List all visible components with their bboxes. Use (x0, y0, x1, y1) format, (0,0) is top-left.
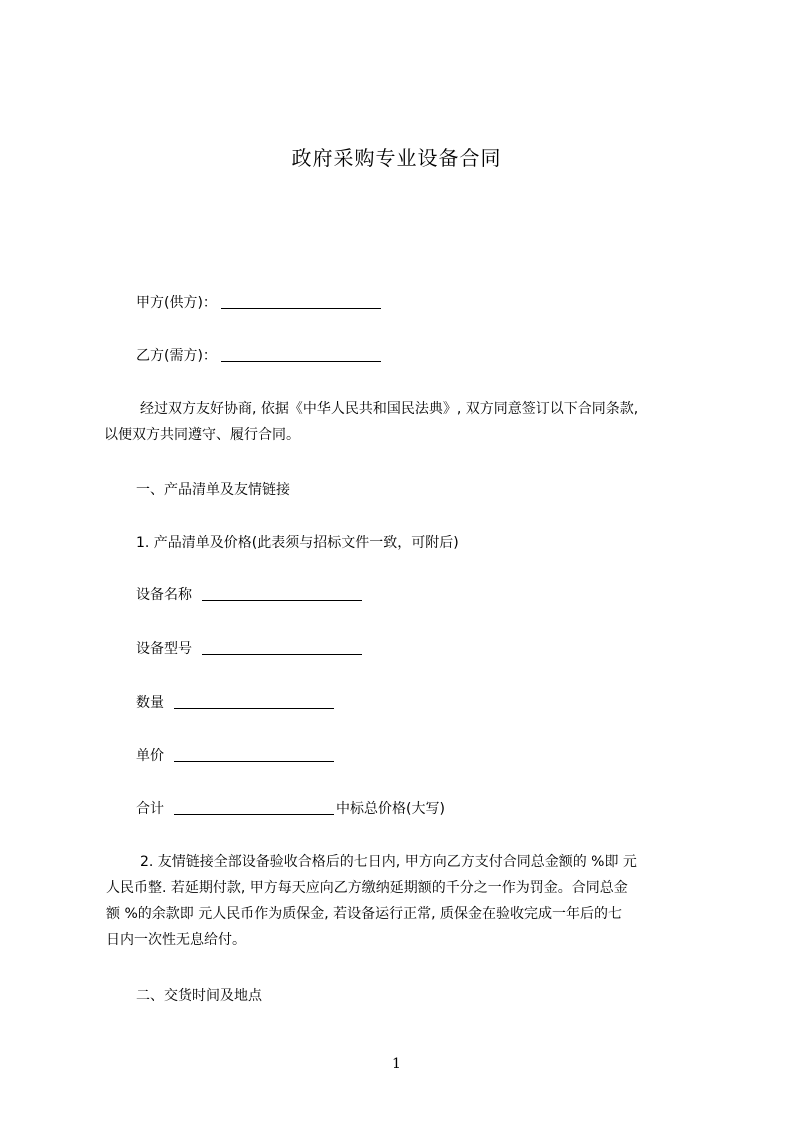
device-model-blank (202, 640, 362, 655)
total-suffix: 中标总价格(大写) (336, 801, 445, 817)
item-2-line-1: 2. 友情链接全部设备验收合格后的七日内, 甲方向乙方支付合同总金额的 %即 元 (140, 854, 637, 870)
unit-price-label: 单价 (136, 748, 164, 764)
device-name-blank (202, 586, 362, 601)
device-model-label: 设备型号 (136, 641, 192, 657)
item-1-heading: 1. 产品清单及价格(此表须与招标文件一致，可附后) (136, 535, 459, 551)
party-b-blank (221, 347, 381, 362)
quantity-blank (174, 694, 334, 709)
quantity-field (136, 692, 334, 712)
item-2-line-3: 额 %的余款即 元人民币作为质保金, 若设备运行正常, 质保金在验收完成一年后的七 (106, 906, 623, 922)
party-b-label: 乙方(需方)： (136, 348, 217, 364)
party-a-blank (221, 294, 381, 309)
party-a-line (136, 292, 381, 312)
device-model-field (136, 638, 362, 658)
total-field (136, 798, 445, 818)
intro-paragraph (104, 396, 712, 448)
intro-line-2: 以便双方共同遵守、履行合同。 (104, 427, 300, 443)
document-title: 政府采购专业设备合同 (291, 146, 502, 170)
section-2-heading: 二、交货时间及地点 (136, 988, 262, 1004)
party-b-line (136, 345, 381, 365)
page-number: 1 (392, 1056, 401, 1072)
total-blank (174, 800, 334, 815)
party-a-label: 甲方(供方)： (136, 295, 217, 311)
unit-price-field (136, 745, 334, 765)
device-name-label: 设备名称 (136, 587, 192, 603)
section-1-heading: 一、产品清单及友情链接 (136, 482, 290, 498)
item-2-paragraph (106, 849, 726, 953)
intro-line-1: 经过双方友好协商, 依据《中华人民共和国民法典》, 双方同意签订以下合同条款, (140, 401, 639, 417)
device-name-field (136, 584, 362, 604)
total-label: 合计 (136, 801, 164, 817)
unit-price-blank (174, 747, 334, 762)
item-2-line-2: 人民币整. 若延期付款, 甲方每天应向乙方缴纳延期额的千分之一作为罚金。合同总金 (106, 880, 628, 896)
item-2-line-4: 日内一次性无息给付。 (106, 932, 246, 948)
quantity-label: 数量 (136, 695, 164, 711)
